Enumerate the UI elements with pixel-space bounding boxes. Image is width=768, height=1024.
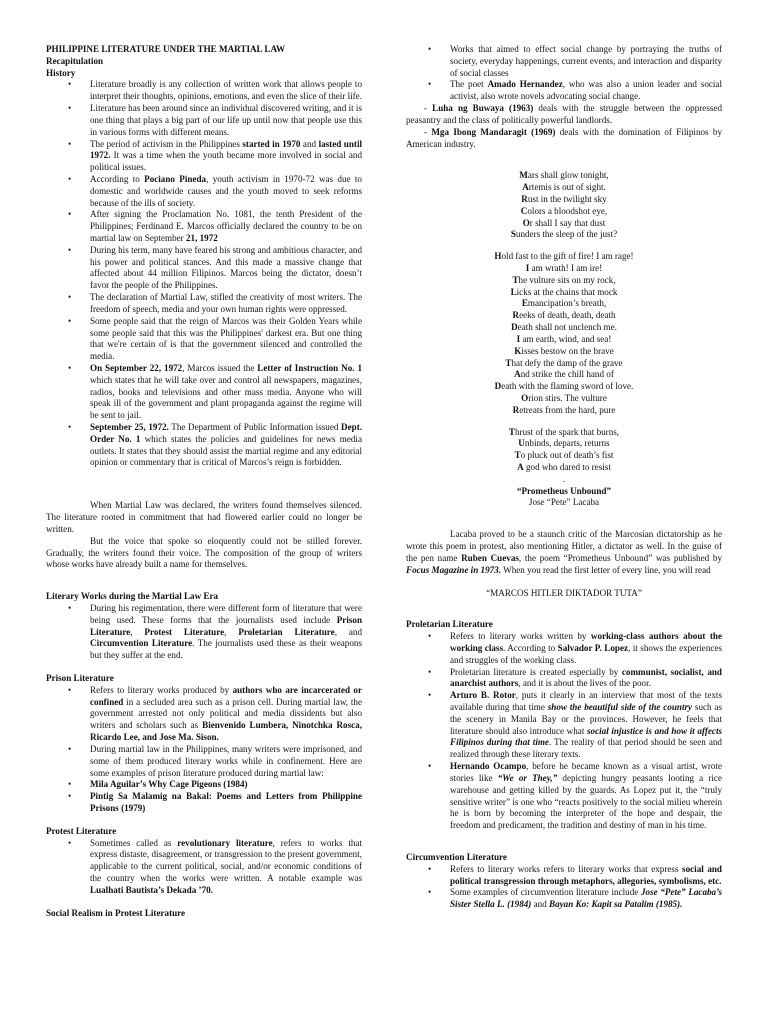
poem-line: Artemis is out of sight. xyxy=(522,182,606,193)
list-item: • During his regimentation, there were different form of literature that were being used. These forms that the journalists used include Prison Literature, Protest Literature, Proletarian Literature, and Circumvention Literature. The journalists used these as their weapons but they suffer at the end. xyxy=(90,603,362,662)
proletarian-list xyxy=(406,631,722,832)
section-heading: Circumvention Literature xyxy=(406,851,507,862)
list-item: • The poet Amado Hernandez, who was also a union leader and social activist, also wrote novels advocating social change. xyxy=(450,79,722,103)
poem-line: I am earth, wind, and sea! xyxy=(516,333,612,344)
body-paragraph: - Mga Ibong Mandaragit (1969) deals with the domination of Filipinos by American industry. xyxy=(406,126,722,149)
list-item: • September 25, 1972. The Department of Public Information issued Dept. Order No. 1 which states the policies and guidelines for news media outlets. It states that they should assist the martial regime and any editorial opinion or commentary that is critical of Marcos’s reign is forbidden. xyxy=(90,422,362,469)
poem-line: Emancipation’s breath, xyxy=(521,298,607,309)
history-heading: History xyxy=(46,67,76,78)
list-item: • After signing the Proclamation No. 1081, the tenth President of the Philippines; Ferdinand E. Marcos officially declared the country to be on martial law on September 21, 1972 xyxy=(90,209,362,244)
poem-line: Licks at the chains that mock xyxy=(510,286,618,297)
poem-line: Orion stirs. The vulture xyxy=(521,392,607,403)
poem xyxy=(406,170,722,509)
poem-title: “Prometheus Unbound” xyxy=(516,485,612,496)
poem-line: That defy the damp of the grave xyxy=(505,357,623,368)
list-item: • Some people said that the reign of Marcos was their Golden Years while some people said that this was the Philippines' darkest era. But one thing that we're certain of is that the government silenced and controlled the media. xyxy=(90,316,362,363)
body-paragraph: - Luha ng Buwaya (1963) deals with the struggle between the oppressed peasantry and the class of politically powerful landlords. xyxy=(406,103,722,125)
circumvention-list xyxy=(406,864,722,911)
poem-line: Hold fast to the gift of fire! I am rage! xyxy=(494,251,634,262)
section-heading: Literary Works during the Martial Law Era xyxy=(46,591,219,602)
poem-author: Jose “Pete” Lacaba xyxy=(528,497,600,508)
poem-line: Death with the flaming sword of love. xyxy=(494,381,634,392)
poem-line: Thrust of the spark that burns, xyxy=(508,426,620,437)
list-item: • Literature broadly is any collection of written work that allows people to interpret their thoughts, opinions, emotions, and even the slice of their life. xyxy=(90,79,362,103)
body-paragraph: When Martial Law was declared, the writers found themselves silenced. The literature rooted in commitment that had flowered earlier could no longer be written. xyxy=(46,500,362,534)
poem-stanza xyxy=(406,427,722,474)
works-list xyxy=(46,603,362,662)
list-item: • During martial law in the Philippines, many writers were imprisoned, and some of them produced literary works while in confinement. Here are some examples of prison literature produced during martial law: xyxy=(90,744,362,779)
poem-line: Reeks of death, death, death xyxy=(512,310,616,321)
poem-line: And strike the chill hand of xyxy=(514,369,614,380)
poem-line: Colors a bloodshot eye, xyxy=(520,205,608,216)
poem-line: A god who dared to resist xyxy=(517,462,611,472)
protest-list xyxy=(46,838,362,897)
list-item: • On September 22, 1972, Marcos issued the Letter of Instruction No. 1 which states that he will take over and control all newspapers, magazines, radios, books and televisions and other mass media. Anyone who will speak ill of the government and plant propaganda against the regime will be sent to jail. xyxy=(90,363,362,422)
poem-line: Unbinds, departs, returns xyxy=(518,438,610,449)
list-item: • Sometimes called as revolutionary literature, refers to works that express distaste, disagreement, or transgression to the present government, applicable to the current political, social, and/or economic conditions of the country when the works were written. A notable example was Lualhati Bautista’s Dekada ’70. xyxy=(90,838,362,897)
list-item: • Refers to literary works produced by authors who are incarcerated or confined in a secluded area such as a prison cell. During martial law, the government arrested not only political and media dissidents but also writers and scholars such as Bienvenido Lumbera, Ninotchka Rosca, Ricardo Lee, and Jose Ma. Sison. xyxy=(90,685,362,744)
poem-line: I am wrath! I am ire! xyxy=(525,263,603,273)
list-item: • Hernando Ocampo, before he became known as a visual artist, wrote stories like “We or They,” depicting hungry peasants looting a rice warehouse and getting killed by the guards. As Lopez put it, the “truly sensitive writer” is one who “reacts positively to the social milieu wherein he is born by becoming the interpreter of the hope and despair, the freedom and predicament, the tradition and destiny of man in his time. xyxy=(450,761,722,832)
subtitle: Recapitulation xyxy=(46,55,104,66)
poem-line: Sunders the sleep of the just? xyxy=(510,229,618,240)
poem-stanza xyxy=(406,251,722,416)
poem-line: To pluck out of death’s fist xyxy=(514,450,614,461)
poem-dot: . xyxy=(562,473,566,484)
left-column xyxy=(46,44,362,919)
section-heading: Social Realism in Protest Literature xyxy=(46,907,186,918)
list-item: • Arturo B. Rotor, puts it clearly in an interview that most of the texts available during that time show the beautiful side of the country such as the scenery in Manila Bay or the provinces. However, he feels that literature should also introduce what social injustice is and how it affects Filipinos during that time. The reality of that period should be seen and realized through these literary texts. xyxy=(450,690,722,761)
list-item: • Works that aimed to effect social change by portraying the truths of society, everyday happenings, current events, and interaction and disparity of social classes xyxy=(450,44,722,79)
poem-line: Or shall I say that dust xyxy=(522,217,606,228)
section-heading: Protest Literature xyxy=(46,825,117,836)
list-item: • Mila Aguilar’s Why Cage Pigeons (1984) xyxy=(90,779,362,791)
social-realism-list xyxy=(406,44,722,103)
history-list xyxy=(46,79,362,469)
right-column xyxy=(406,44,722,911)
body-paragraph: Lacaba proved to be a staunch critic of the Marcosian dictatorship as he wrote this poem in protest, also mentioning Hitler, a dictator as well. In the guise of the pen name Ruben Cuevas, the poem “Prometheus Unbound” was published by Focus Magazine in 1973. When you read the first letter of every line, you will read xyxy=(406,529,722,575)
list-item: • Literature has been around since an individual discovered writing, and it is one thing that plays a big part of our life up until now that people use this in various forms with different means. xyxy=(90,103,362,138)
section-heading: Prison Literature xyxy=(46,673,114,683)
list-item: • The period of activism in the Philippines started in 1970 and lasted until 1972. It was a time when the youth became more involved in social and political issues. xyxy=(90,139,362,174)
list-item: • Proletarian literature is created especially by communist, socialist, and anarchist authors, and it is about the lives of the poor. xyxy=(450,667,722,691)
poem-line: Kisses bestow on the brave xyxy=(514,345,614,356)
poem-line: Rust in the twilight sky xyxy=(521,193,607,204)
doc-title: PHILIPPINE LITERATURE UNDER THE MARTIAL LAW xyxy=(46,44,286,54)
list-item: • Some examples of circumvention literature include Jose “Pete” Lacaba’s Sister Stella L. (1984) and Bayan Ko: Kapit sa Patalim (1985). xyxy=(450,887,722,911)
poem-stanza xyxy=(406,170,722,241)
poem-line: Mars shall glow tonight, xyxy=(519,170,609,181)
poem-line: The vulture sits on my rock, xyxy=(512,274,616,285)
list-item: • Pintig Sa Malamig na Bakal: Poems and Letters from Philippine Prisons (1979) xyxy=(90,791,362,815)
poem-line: Retreats from the hard, pure xyxy=(512,404,616,415)
list-item: • During his term, many have feared his strong and ambitious character, and his power and political stances. And this made a massive change that affected about 44 million Filipinos. Marcos being the dictator, doesn’t favor the people of the Philippines. xyxy=(90,245,362,292)
body-paragraph: But the voice that spoke so eloquently could not be stilled forever. Gradually, the writers found their voice. The composition of the group of writers whose works have already built a name for themselves. xyxy=(46,535,362,570)
prison-list xyxy=(46,685,362,815)
list-item: • The declaration of Martial Law, stifled the creativity of most writers. The freedom of speech, media and your own human rights were oppressed. xyxy=(90,292,362,316)
acrostic-reveal: “MARCOS HITLER DIKTADOR TUTA” xyxy=(486,587,642,598)
list-item: • According to Pociano Pineda, youth activism in 1970-72 was due to domestic and worldwide causes and the youth moved to seek reforms because of the ills of society. xyxy=(90,174,362,209)
section-heading: Proletarian Literature xyxy=(406,619,493,630)
list-item: • Refers to literary works written by working-class authors about the working class. According to Salvador P. Lopez, it shows the experiences and struggles of the working class. xyxy=(450,631,722,666)
list-item: • Refers to literary works refers to literary works that express social and political transgression through metaphors, allegories, symbolisms, etc. xyxy=(450,864,722,888)
poem-line: Death shall not unclench me. xyxy=(511,322,617,333)
